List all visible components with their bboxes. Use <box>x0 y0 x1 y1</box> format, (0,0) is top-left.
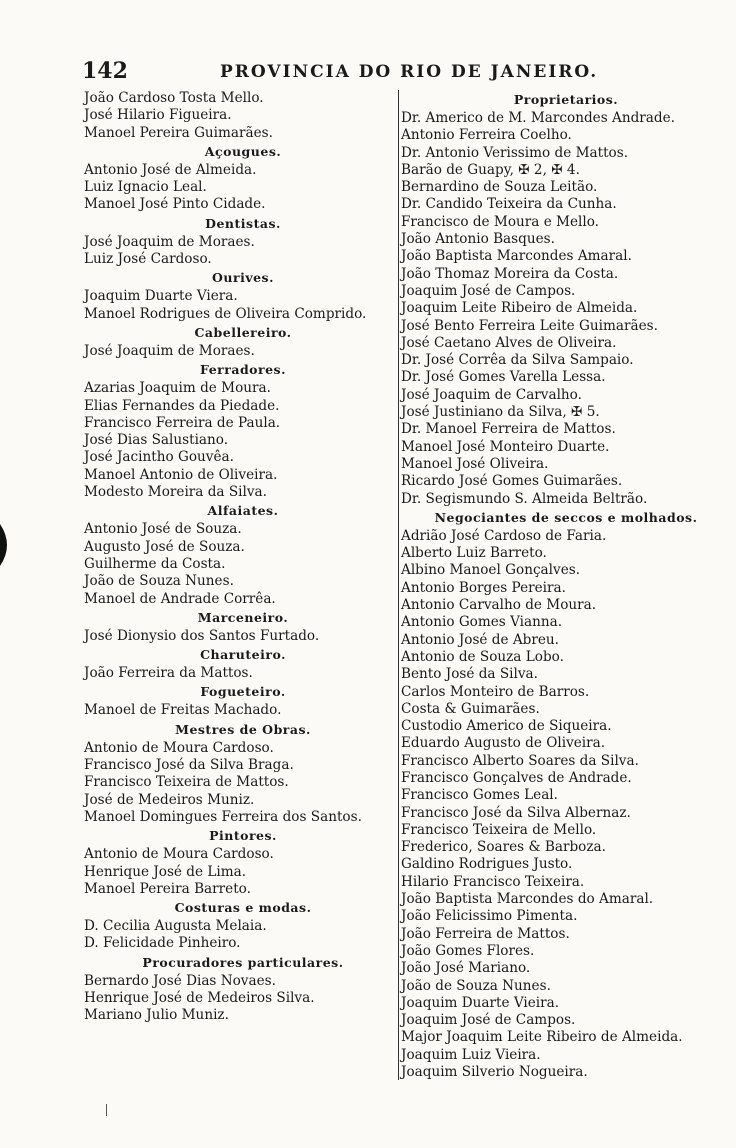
directory-entry: Luiz José Cardoso. <box>84 251 212 268</box>
directory-section <box>84 268 384 323</box>
directory-section <box>84 826 384 898</box>
directory-entry: José Dias Salustiano. <box>84 432 229 449</box>
directory-entry: Adrião José Cardoso de Faria. <box>401 527 607 544</box>
directory-entry: Joaquim Silverio Nogueira. <box>401 1064 588 1081</box>
directory-entry: Major Joaquim Leite Ribeiro de Almeida. <box>401 1029 683 1046</box>
directory-section <box>84 720 384 826</box>
directory-entry: Joaquim Luiz Vieira. <box>401 1046 541 1063</box>
directory-entry: Antonio de Moura Cardoso. <box>84 739 274 756</box>
directory-entry: Frederico, Soares & Barboza. <box>401 839 606 856</box>
directory-entry: Elias Fernandes da Piedade. <box>84 397 280 414</box>
directory-entry: Joaquim Duarte Viera. <box>84 288 238 305</box>
directory-entry: Joaquim José de Campos. <box>401 282 576 299</box>
directory-section <box>84 90 384 142</box>
directory-entry: José Hilario Figueira. <box>84 107 232 124</box>
directory-entry: João Cardoso Tosta Mello. <box>84 90 264 106</box>
directory-entry: Alberto Luiz Barreto. <box>401 545 547 562</box>
directory-entry: Francisco José da Silva Albernaz. <box>401 804 631 821</box>
directory-entry: Antonio Borges Pereira. <box>401 579 566 596</box>
directory-entry: Dr. José Gomes Varella Lessa. <box>401 369 606 386</box>
directory-entry: Guilherme da Costa. <box>84 555 226 572</box>
section-heading: Alfaiates. <box>207 503 279 519</box>
directory-section <box>84 360 384 501</box>
directory-entry: Dr. Manoel Ferreira de Mattos. <box>401 421 616 438</box>
directory-entry: Hilario Francisco Teixeira. <box>401 873 585 890</box>
directory-entry: Francisco Teixeira de Mello. <box>401 821 597 838</box>
directory-section <box>84 608 384 645</box>
directory-entry: Luiz Ignacio Leal. <box>84 179 207 196</box>
directory-section <box>84 142 384 214</box>
directory-entry: José Bento Ferreira Leite Guimarães. <box>401 317 658 334</box>
directory-entry: Henrique José de Medeiros Silva. <box>84 989 315 1006</box>
directory-entry: José Dionysio dos Santos Furtado. <box>84 627 320 644</box>
directory-section <box>84 645 384 682</box>
directory-section <box>401 90 731 508</box>
directory-entry: João Baptista Marcondes Amaral. <box>401 248 632 265</box>
directory-entry: Dr. José Corrêa da Silva Sampaio. <box>401 352 634 369</box>
directory-entry: José Justiniano da Silva, ✠ 5. <box>401 404 600 421</box>
directory-entry: Manoel Pereira Guimarães. <box>84 124 273 141</box>
directory-entry: Manoel Pereira Barreto. <box>84 880 251 897</box>
directory-entry: João Thomaz Moreira da Costa. <box>401 265 619 282</box>
section-heading: Marceneiro. <box>197 609 289 625</box>
directory-entry: Modesto Moreira da Silva. <box>84 484 267 501</box>
directory-entry: Antonio José de Souza. <box>84 521 242 538</box>
directory-entry: Bento José da Silva. <box>401 666 538 683</box>
section-heading: Charuteiro. <box>200 647 286 663</box>
directory-entry: D. Felicidade Pinheiro. <box>84 935 241 952</box>
directory-entry: Albino Manoel Gonçalves. <box>401 562 581 579</box>
directory-section <box>84 501 384 607</box>
directory-entry: Bernardino de Souza Leitão. <box>401 179 598 196</box>
directory-entry: Ricardo José Gomes Guimarães. <box>401 473 623 490</box>
directory-entry: Francisco Gomes Leal. <box>401 787 558 804</box>
directory-entry: Joaquim Leite Ribeiro de Almeida. <box>401 300 638 317</box>
directory-entry: Manoel de Andrade Corrêa. <box>84 590 276 607</box>
directory-entry: Antonio de Souza Lobo. <box>401 648 564 665</box>
directory-entry: Carlos Monteiro de Barros. <box>401 683 590 700</box>
directory-entry: Dr. Segismundo S. Almeida Beltrão. <box>401 490 648 507</box>
directory-entry: Joaquim José de Campos. <box>401 1012 576 1029</box>
directory-entry: Francisco Gonçalves de Andrade. <box>401 769 632 786</box>
directory-entry: Custodio Americo de Siqueira. <box>401 718 612 735</box>
section-heading: Ourives. <box>212 270 274 286</box>
directory-entry: José Joaquim de Moraes. <box>84 342 255 359</box>
section-heading: Ferradores. <box>200 362 286 378</box>
directory-entry: João Gomes Flores. <box>401 942 535 959</box>
directory-entry: José de Medeiros Muniz. <box>84 791 255 808</box>
directory-section <box>84 323 384 360</box>
directory-entry: Manoel Antonio de Oliveira. <box>84 466 278 483</box>
directory-entry: D. Cecilia Augusta Melaia. <box>84 918 267 935</box>
section-heading: Açougues. <box>204 143 282 159</box>
directory-entry: Henrique José de Lima. <box>84 863 247 880</box>
directory-entry: José Jacintho Gouvêa. <box>84 449 234 466</box>
directory-entry: Dr. Antonio Verissimo de Mattos. <box>401 144 629 161</box>
directory-entry: Manoel Domingues Ferreira dos Santos. <box>84 808 362 825</box>
directory-entry: Joaquim Duarte Vieira. <box>401 994 560 1011</box>
directory-entry: Manoel José Oliveira. <box>401 455 549 472</box>
directory-entry: Manoel Rodrigues de Oliveira Comprido. <box>84 305 367 322</box>
directory-section <box>84 898 384 953</box>
directory-entry: Francisco de Moura e Mello. <box>401 213 599 230</box>
section-heading: Proprietarios. <box>513 92 619 107</box>
directory-entry: Antonio Gomes Vianna. <box>401 614 563 631</box>
directory-entry: Barão de Guapy, ✠ 2, ✠ 4. <box>401 161 580 178</box>
directory-section <box>84 953 384 1025</box>
directory-entry: Antonio José de Abreu. <box>401 631 560 648</box>
right-column <box>398 90 731 1080</box>
directory-entry: Augusto José de Souza. <box>84 538 245 555</box>
directory-entry: João de Souza Nunes. <box>84 573 234 590</box>
directory-entry: João Felicissimo Pimenta. <box>401 908 578 925</box>
left-column <box>84 90 384 1025</box>
directory-entry: Costa & Guimarães. <box>401 700 540 717</box>
directory-entry: Mariano Julio Muniz. <box>84 1007 229 1024</box>
page-header <box>82 58 602 86</box>
directory-section <box>401 508 731 1082</box>
directory-entry: José Caetano Alves de Oliveira. <box>401 334 617 351</box>
directory-entry: Dr. Candido Teixeira da Cunha. <box>401 196 617 213</box>
section-heading: Negociantes de seccos e molhados. <box>434 509 698 525</box>
directory-entry: José Joaquim de Carvalho. <box>401 386 582 403</box>
directory-entry: Manoel José Pinto Cidade. <box>84 196 266 213</box>
directory-entry: Francisco Alberto Soares da Silva. <box>401 752 639 769</box>
section-heading: Fogueteiro. <box>200 684 286 700</box>
section-heading: Costuras e modas. <box>174 900 312 916</box>
directory-entry: Bernardo José Dias Novaes. <box>84 972 276 989</box>
directory-entry: João Ferreira da Mattos. <box>84 665 253 682</box>
directory-entry: João José Mariano. <box>401 960 531 977</box>
directory-entry: Eduardo Augusto de Oliveira. <box>401 735 606 752</box>
directory-section <box>84 214 384 269</box>
page-number: 142 <box>82 58 128 84</box>
directory-entry: Manoel de Freitas Machado. <box>84 702 282 719</box>
directory-entry: Galdino Rodrigues Justo. <box>401 856 573 873</box>
directory-entry: José Joaquim de Moraes. <box>84 233 255 250</box>
page-edge-mark <box>0 520 14 570</box>
section-heading: Dentistas. <box>205 215 281 231</box>
directory-section <box>84 682 384 719</box>
directory-entry: João Antonio Basques. <box>401 231 555 248</box>
directory-entry: João Baptista Marcondes do Amaral. <box>401 891 654 908</box>
section-heading: Procuradores particulares. <box>142 954 344 970</box>
directory-entry: Antonio de Moura Cardoso. <box>84 846 274 863</box>
running-title: PROVINCIA DO RIO DE JANEIRO. <box>220 62 599 82</box>
section-heading: Cabellereiro. <box>194 324 292 340</box>
directory-entry: Antonio Ferreira Coelho. <box>401 127 572 144</box>
directory-entry: Francisco José da Silva Braga. <box>84 757 294 774</box>
directory-entry: Francisco Teixeira de Mattos. <box>84 774 289 791</box>
directory-entry: Antonio Carvalho de Moura. <box>401 597 597 614</box>
directory-entry: João Ferreira de Mattos. <box>401 925 570 942</box>
directory-entry: Francisco Ferreira de Paula. <box>84 414 281 431</box>
section-heading: Pintores. <box>209 828 277 844</box>
directory-entry: Azarias Joaquim de Moura. <box>84 380 271 397</box>
directory-entry: Manoel José Monteiro Duarte. <box>401 438 610 455</box>
directory-entry: Antonio José de Almeida. <box>84 161 257 178</box>
printer-mark <box>106 1104 107 1116</box>
section-heading: Mestres de Obras. <box>175 721 311 737</box>
directory-entry: João de Souza Nunes. <box>401 977 551 994</box>
directory-entry: Dr. Americo de M. Marcondes Andrade. <box>401 110 675 126</box>
